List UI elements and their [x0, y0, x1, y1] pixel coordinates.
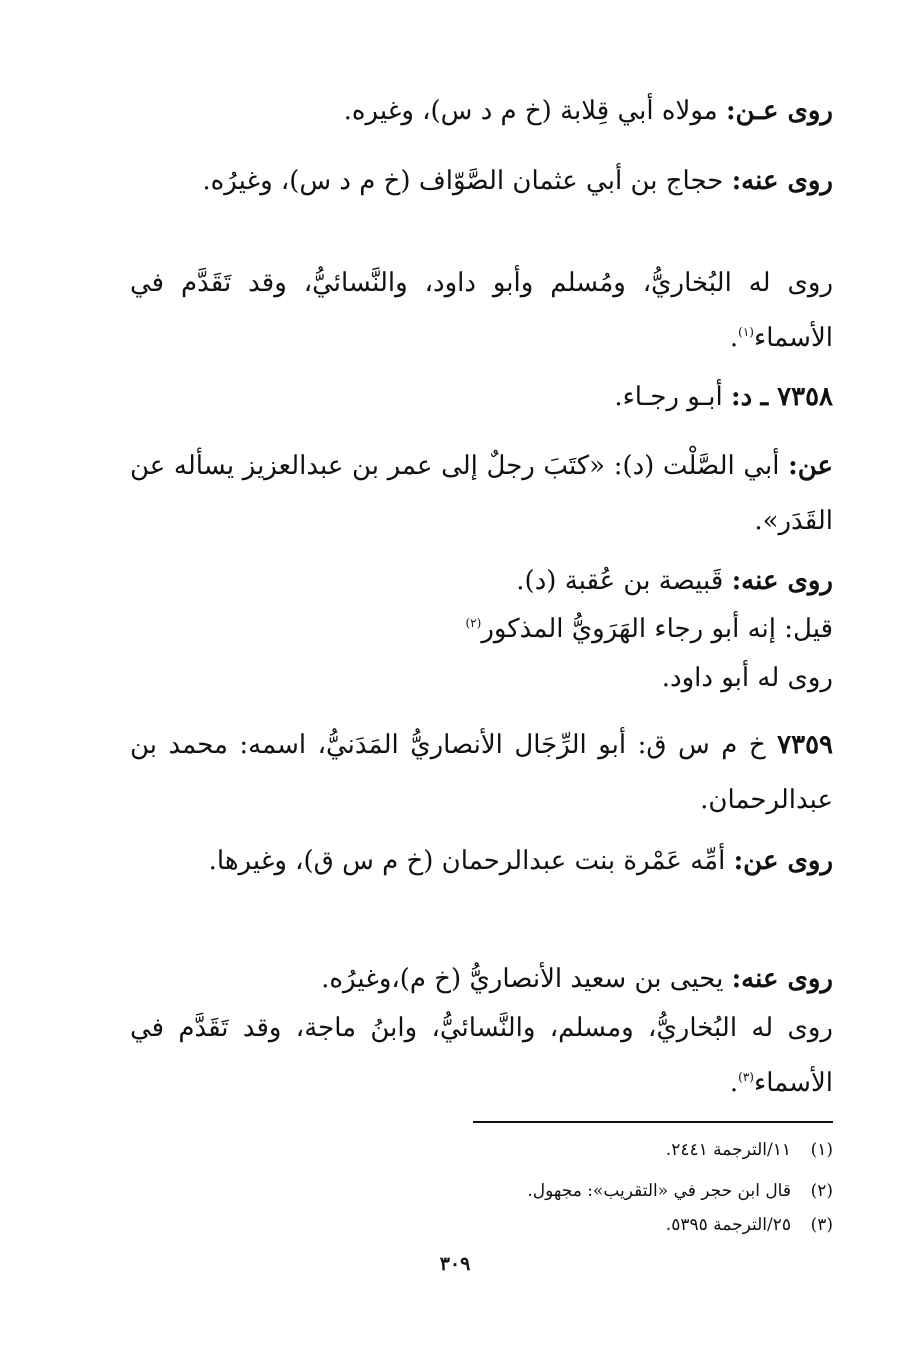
- narrated-by-line: [130, 154, 833, 209]
- page-number: ٣٠٩: [439, 1253, 471, 1275]
- biography-heading-7359: [130, 718, 833, 828]
- entry-text: روى له البُخاريُّ، ومُسلم وأبو داود، والنَّسائيُّ، وقد تَقَدَّم في الأسماء: [130, 268, 833, 353]
- entry-label: روى عنه:: [731, 166, 833, 196]
- reported-by-line: [130, 651, 833, 706]
- footnote-1: [300, 1138, 833, 1162]
- entry-text-end: .: [729, 323, 739, 353]
- entry-label: روى عـن:: [725, 96, 833, 126]
- narrated-by-line: [130, 952, 833, 1007]
- footnote-3: [300, 1213, 833, 1237]
- footnote-reference: (٣): [738, 1070, 754, 1084]
- entry-text: روى له أبو داود.: [661, 663, 833, 693]
- narrated-from-line: [130, 834, 833, 889]
- entry-name: أبو الرِّجَال الأنصاريُّ المَدَنيُّ، اسمه: محمد بن عبدالرحمان.: [130, 730, 833, 815]
- biography-heading-7358: [130, 370, 833, 425]
- footnote-mark: (٢): [810, 1181, 833, 1201]
- footnote-2: [300, 1179, 833, 1203]
- narrated-from-line: [130, 439, 833, 549]
- entry-text: أبي الصَّلْت (د): «كتَبَ رجلٌ إلى عمر بن عبدالعزيز يسأله عن القَدَر».: [130, 451, 833, 536]
- reported-by-line: [130, 256, 833, 366]
- entry-text: حجاج بن أبي عثمان الصَّوّاف (خ م د س)، وغيرُه.: [202, 166, 724, 196]
- footnote-reference: (٢): [465, 616, 482, 630]
- entry-text: قيل: إنه أبو رجاء الهَرَويُّ المذكور: [481, 614, 833, 644]
- footnote-text: ٢٥/الترجمة ٥٣٩٥.: [665, 1215, 791, 1235]
- footnote-mark: (١): [810, 1140, 833, 1160]
- footnote-text: قال ابن حجر في «التقريب»: مجهول.: [527, 1181, 791, 1201]
- entry-name: أبـو رجـاء.: [614, 382, 723, 412]
- entry-text: أمِّه عَمْرة بنت عبدالرحمان (خ م س ق)، وغيرها.: [208, 846, 726, 876]
- entry-label: روى عن:: [733, 846, 833, 876]
- entry-siglum: د:: [731, 382, 753, 412]
- entry-text-end: .: [729, 1068, 739, 1098]
- entry-number: ٧٣٥٩: [777, 730, 834, 760]
- footnote-text: ١١/الترجمة ٢٤٤١.: [665, 1140, 791, 1160]
- remark-line: [130, 602, 833, 657]
- entry-label: عن:: [788, 451, 834, 481]
- reported-by-line: [130, 1001, 833, 1111]
- footnote-reference: (١): [738, 325, 754, 339]
- narrated-by-line: [130, 554, 833, 609]
- entry-text: يحيى بن سعيد الأنصاريُّ (خ م)،وغيرُه.: [321, 964, 724, 994]
- entry-siglum: خ م س ق:: [637, 730, 766, 760]
- narrated-from-line: [130, 84, 833, 139]
- entry-text: مولاه أبي قِلابة (خ م د س)، وغيره.: [343, 96, 718, 126]
- entry-label: روى عنه:: [731, 566, 833, 596]
- footnote-divider: [473, 1121, 833, 1123]
- entry-label: روى عنه:: [731, 964, 833, 994]
- entry-text: قَبيصة بن عُقبة (د).: [516, 566, 724, 596]
- entry-text: روى له البُخاريُّ، ومسلم، والنَّسائيُّ، وابنُ ماجة، وقد تَقَدَّم في الأسماء: [130, 1013, 833, 1098]
- entry-number: ٧٣٥٨ ـ: [760, 382, 833, 412]
- footnote-mark: (٣): [810, 1215, 833, 1235]
